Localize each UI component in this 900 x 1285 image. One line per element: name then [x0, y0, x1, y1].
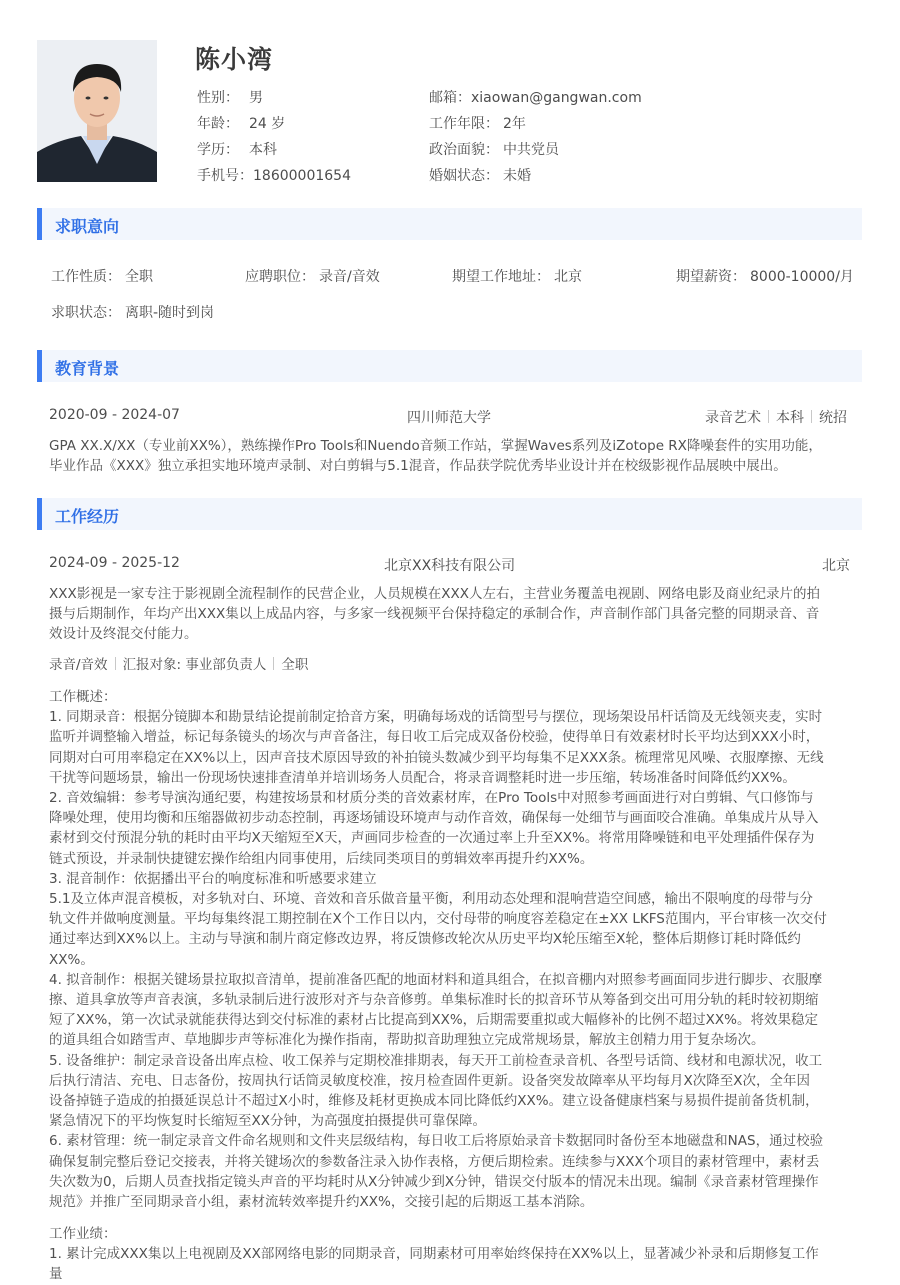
- info-political-status: 政治面貌： 中共党员: [429, 142, 559, 158]
- info-phone: 手机号：18600001654: [197, 168, 351, 184]
- education-mode: 统招: [819, 410, 847, 426]
- info-work-years: 工作年限： 2年: [429, 116, 526, 132]
- info-gender: 性别： 男: [197, 90, 263, 106]
- achievement-label: 工作业绩：: [49, 1226, 117, 1242]
- candidate-name: 陈小湾: [195, 45, 274, 74]
- profile-photo: [37, 40, 157, 182]
- avatar-illustration: [37, 40, 157, 182]
- section-header-intention: [37, 208, 862, 240]
- education-description: GPA XX.X/XX（专业前XX%），熟练操作Pro Tools和Nuendo音频工作站，掌握Waves系列及iZotope RX降噪套件的实用功能， 毕业作品《XXX》独立承担实地环境声录制、对白剪辑与5.1混音，作品获学院优秀毕业设计并在校级影视作品展映中展出。: [49, 438, 822, 475]
- section-accent-bar: [37, 350, 42, 382]
- section-accent-bar: [37, 498, 42, 530]
- work-company: 北京XX科技有限公司: [384, 558, 516, 574]
- work-tags: [49, 653, 308, 673]
- work-overview: 工作概述： 1. 同期录音：根据分镜脚本和勘景结论提前制定拾音方案，明确每场戏的话筒型号与摆位，现场架设吊杆话筒及无线领夹麦，实时 监听并调整输入增益，标记每条镜头的场次与声音备注，每日收工后完成双备份校验，使得单日有效素材时长平均达到XXX小时， 同期对白可用率稳定在XX%以上，因声音技术原因导致的补拍镜头数减少到平均每集不足XXX条。梳理常见风噪、衣服摩擦、无线 干扰等问题场景，输出一份现场快速排查清单并培训场务人员配合，将录音调整耗时进一步压缩，转场准备时间降低约XX%。 2. 音效编辑：参考导演沟通纪要，构建按场景和材质分类的音效素材库，在Pro Tools中对照参考画面进行对白剪辑、气口修饰与 降噪处理，使用均衡和压缩器做初步动态控制，再逐场铺设环境声与动作音效，确保每一处细节与画面咬合准确。单集成片从导入 素材到交付预混分轨的耗时由平均X天缩短至X天，声画同步检查的一次通过率上升至XX%。将常用降噪链和电平处理插件保存为 链式预设，并录制快捷键宏操作给组内同事使用，后续同类项目的剪辑效率再提升约XX%。 3. 混音制作：依据播出平台的响度标准和听感要求建立 5.1及立体声混音模板，对多轨对白、环境、音效和音乐做音量平衡，利用动态处理和混响营造空间感，输出不限响度的母带与分 轨文件并做响度测量。平均每集终混工期控制在X个工作日以内，交付母带的响度容差稳定在±XX LKFS范围内，平台审核一次交付 通过率达到XX%以上。主动与导演和制片商定修改边界，将反馈修改轮次从历史平均X轮压缩至X轮，整体后期修订耗时降低约 XX%。 4. 拟音制作：根据关键场景拉取拟音清单，提前准备匹配的地面材料和道具组合，在拟音棚内对照参考画面同步进行脚步、衣服摩 擦、道具拿放等声音表演，多轨录制后进行波形对齐与杂音修剪。单集标准时长的拟音环节从筹备到交出可用分轨的耗时较初期缩 短了XX%，第一次试录就能获得达到交付标准的素材占比提高到XX%，后期需要重拟或大幅修补的比例不超过XX%。将效果稳定 的道具组合如踏雪声、草地脚步声等标准化为操作指南，帮助拟音助理独立完成常规场景，解放主创精力用于复杂场次。 5. 设备维护：制定录音设备出库点检、收工保养与定期校准排期表，每天开工前检查录音机、各型号话筒、线材和电源状况，收工 后执行清洁、充电、日志备份，按周执行话筒灵敏度校准，按月检查固件更新。设备突发故障率从平均每月X次降至X次，全年因 设备掉链子造成的拍摄延误总计不超过X小时，维修及耗材更换成本同比降低约XX%。建立设备健康档案与易损件提前备货机制， 紧急情况下的平均恢复时长缩短至XX分钟，为高强度拍摄提供可靠保障。 6. 素材管理：统一制定录音文件命名规则和文件夹层级结构，每日收工后将原始录音卡数据同时备份至本地磁盘和NAS，通过校验 确保复制完整后登记交接表，并将关键场次的参数备注录入协作表格，方便后期检索。连续参与XXX个项目的素材管理中，素材丢 失次数为0，后期人员查找指定镜头声音的平均耗时从X分钟减少到X分钟，错误交付版本的情况未出现。编制《录音素材管理操作 规范》并推广至同期录音小组，素材流转效率提升约XX%，交接引起的后期返工基本消除。: [49, 687, 854, 1212]
- info-age: 年龄： 24 岁: [197, 116, 286, 132]
- intention-status: 求职状态： 离职-随时到岗: [51, 305, 215, 321]
- education-school: 四川师范大学: [407, 410, 491, 426]
- company-description: XXX影视是一家专注于影视剧全流程制作的民营企业，人员规模在XXX人左右，主营业务覆盖电视剧、网络电影及商业纪录片的拍 摄与后期制作，年均产出XXX集以上成品内容，与多家一线视频平台保持稳定的承制合作，声音制作部门具备完整的同期录音、音 效设计及终混交付能力。: [49, 586, 820, 643]
- intention-location: 期望工作地址： 北京: [452, 269, 582, 285]
- section-header-work: [37, 498, 862, 530]
- section-title: 教育背景: [55, 359, 120, 378]
- info-email: 邮箱：xiaowan@gangwan.com: [429, 90, 642, 106]
- education-major: 录音艺术: [705, 410, 761, 426]
- intention-position: 应聘职位： 录音/音效: [245, 269, 380, 285]
- work-achievements: 工作业绩： 1. 累计完成XXX集以上电视剧及XX部网络电影的同期录音，同期素材可用率始终保持在XX%以上，显著减少补录和后期修复工作 量: [49, 1224, 854, 1285]
- work-role: 录音/音效: [49, 657, 108, 673]
- work-city: 北京: [822, 558, 850, 574]
- work-period: 2024-09 - 2025-12: [49, 555, 180, 571]
- info-marital-status: 婚姻状态： 未婚: [429, 168, 531, 184]
- section-accent-bar: [37, 208, 42, 240]
- info-education: 学历： 本科: [197, 142, 277, 158]
- overview-label: 工作概述：: [49, 689, 117, 705]
- work-report-to: 汇报对象: 事业部负责人: [122, 657, 267, 673]
- education-period: 2020-09 - 2024-07: [49, 407, 180, 423]
- work-job-type: 全职: [281, 657, 309, 673]
- intention-job-type: 工作性质： 全职: [51, 269, 153, 285]
- intention-salary: 期望薪资： 8000-10000/月: [676, 269, 854, 285]
- section-title: 求职意向: [55, 217, 120, 236]
- section-header-education: [37, 350, 862, 382]
- education-tags: [705, 407, 847, 427]
- education-degree: 本科: [776, 410, 804, 426]
- section-title: 工作经历: [55, 507, 120, 526]
